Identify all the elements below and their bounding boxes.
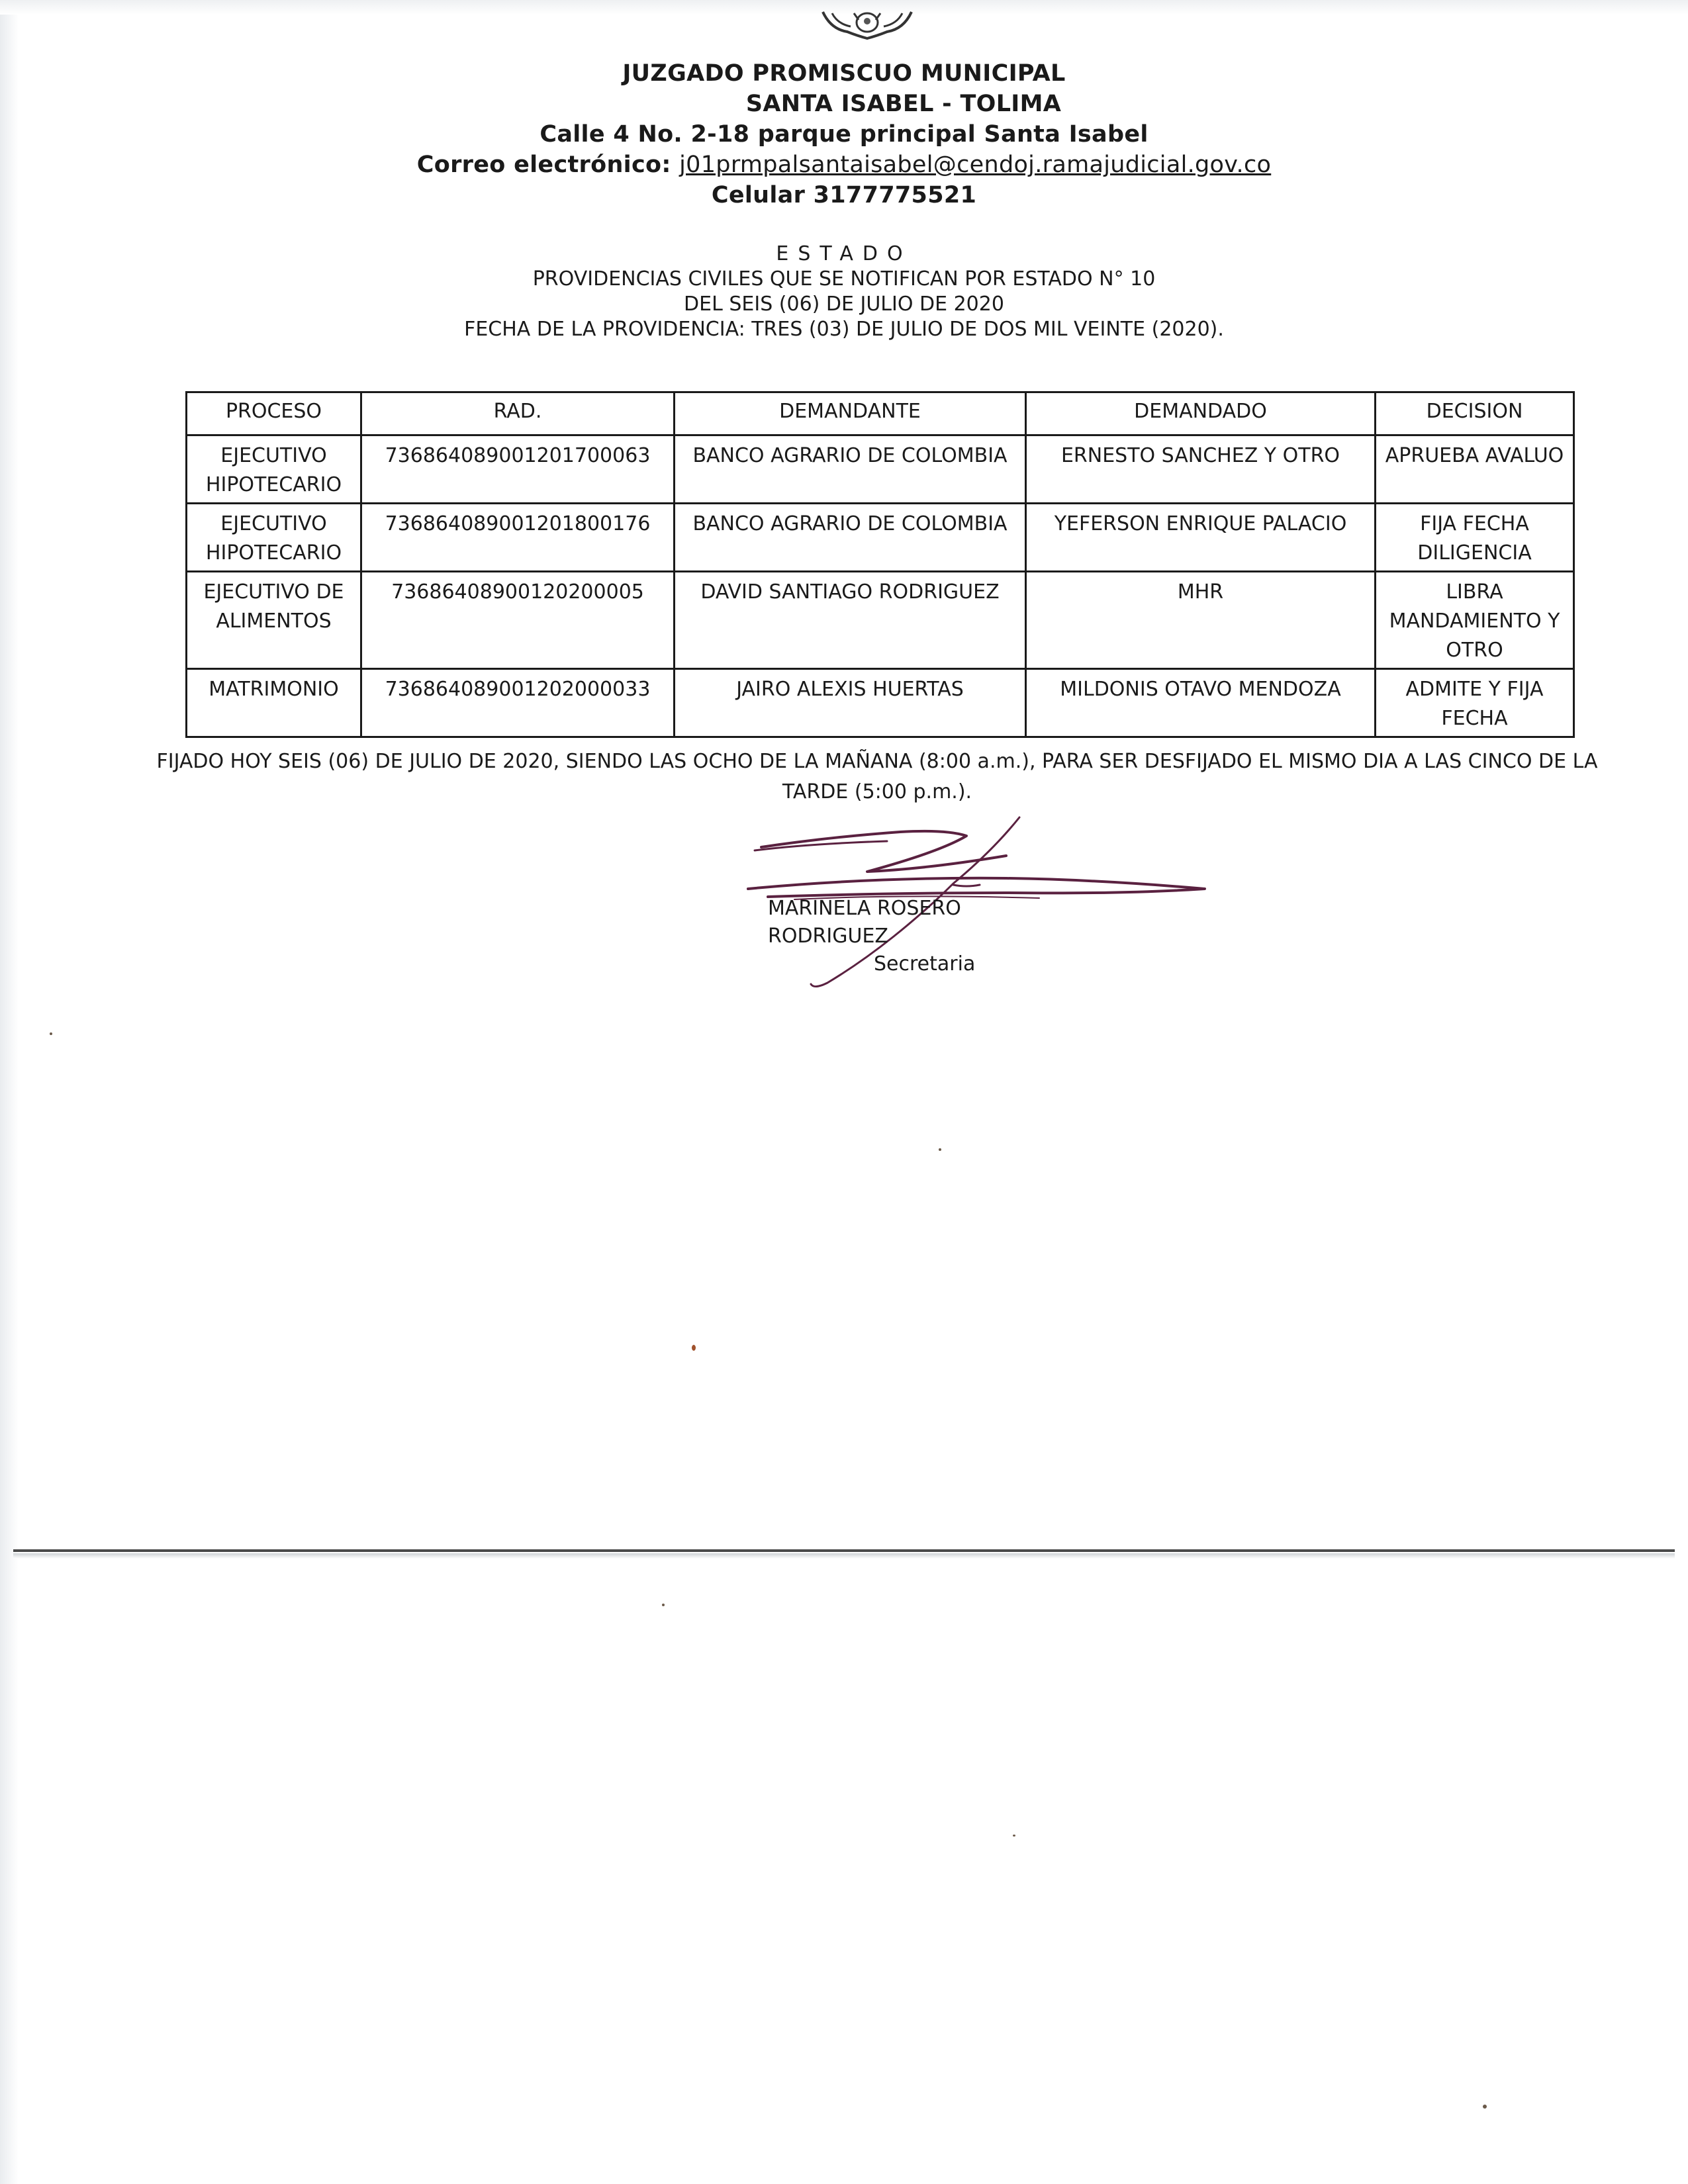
table-header-row [187, 392, 1574, 435]
estado-line-2: DEL SEIS (06) DE JULIO DE 2020 [684, 293, 1004, 316]
scan-speck [662, 1604, 665, 1606]
header-rad: RAD. [361, 392, 675, 435]
table-row [187, 572, 1574, 669]
table-row [187, 504, 1574, 572]
cell-proceso: MATRIMONIO [187, 669, 361, 737]
signer-block [768, 895, 1086, 978]
email-label: Correo electrónico: [416, 152, 680, 178]
table-row [187, 669, 1574, 737]
cell-demandante: JAIRO ALEXIS HUERTAS [675, 669, 1026, 737]
page-fold-shadow [13, 1553, 1675, 1559]
signer-name: MARINELA ROSERO RODRIGUEZ [768, 897, 961, 948]
header-proceso: PROCESO [187, 392, 361, 435]
court-phone: Celular 3177775521 [711, 182, 977, 208]
providencias-table [185, 391, 1575, 738]
header-decision: DECISION [1376, 392, 1574, 435]
signer-role: Secretaria [874, 952, 976, 976]
fijado-note: FIJADO HOY SEIS (06) DE JULIO DE 2020, SIENDO LAS OCHO DE LA MAÑANA (8:00 a.m.), PARA SER DESFIJADO EL MISMO DIA A LAS CINCO DE LA TARDE (5:00 p.m.). [156, 750, 1598, 803]
court-header [0, 58, 1688, 210]
coat-of-arms-seal-icon [818, 9, 917, 41]
cell-rad: 73686408900120200005 [361, 572, 675, 669]
cell-demandado: ERNESTO SANCHEZ Y OTRO [1026, 435, 1376, 504]
cell-demandante: BANCO AGRARIO DE COLOMBIA [675, 435, 1026, 504]
scan-speck [1013, 1835, 1015, 1837]
cell-demandante: DAVID SANTIAGO RODRIGUEZ [675, 572, 1026, 669]
cell-rad: 736864089001201800176 [361, 504, 675, 572]
cell-demandado: MILDONIS OTAVO MENDOZA [1026, 669, 1376, 737]
scan-speck [1483, 2105, 1487, 2109]
scan-speck [939, 1148, 941, 1151]
cell-rad: 736864089001201700063 [361, 435, 675, 504]
scan-speck [692, 1345, 696, 1351]
cell-decision: LIBRA MANDAMIENTO Y OTRO [1376, 572, 1574, 669]
estado-line-1: PROVIDENCIAS CIVILES QUE SE NOTIFICAN POR ESTADO N° 10 [532, 267, 1156, 291]
estado-title: ESTADO [776, 242, 912, 265]
cell-decision: ADMITE Y FIJA FECHA [1376, 669, 1574, 737]
court-email-line [0, 150, 1688, 180]
court-name: JUZGADO PROMISCUO MUNICIPAL [622, 60, 1066, 87]
cell-proceso: EJECUTIVO HIPOTECARIO [187, 435, 361, 504]
cell-decision: APRUEBA AVALUO [1376, 435, 1574, 504]
cell-decision: FIJA FECHA DILIGENCIA [1376, 504, 1574, 572]
estado-block [0, 242, 1688, 342]
court-address: Calle 4 No. 2-18 parque principal Santa Isabel [539, 121, 1149, 148]
court-location: SANTA ISABEL - TOLIMA [745, 91, 1062, 117]
estado-line-3: FECHA DE LA PROVIDENCIA: TRES (03) DE JULIO DE DOS MIL VEINTE (2020). [464, 318, 1224, 341]
email-link[interactable]: j01prmpalsantaisabel@cendoj.ramajudicial.gov.co [679, 152, 1272, 178]
cell-demandado: YEFERSON ENRIQUE PALACIO [1026, 504, 1376, 572]
page-fold-line [13, 1549, 1675, 1552]
cell-rad: 736864089001202000033 [361, 669, 675, 737]
header-demandado: DEMANDADO [1026, 392, 1376, 435]
cell-proceso: EJECUTIVO HIPOTECARIO [187, 504, 361, 572]
cell-demandado: MHR [1026, 572, 1376, 669]
cell-proceso: EJECUTIVO DE ALIMENTOS [187, 572, 361, 669]
header-demandante: DEMANDANTE [675, 392, 1026, 435]
scan-speck [50, 1032, 52, 1035]
cell-demandante: BANCO AGRARIO DE COLOMBIA [675, 504, 1026, 572]
table-row [187, 435, 1574, 504]
